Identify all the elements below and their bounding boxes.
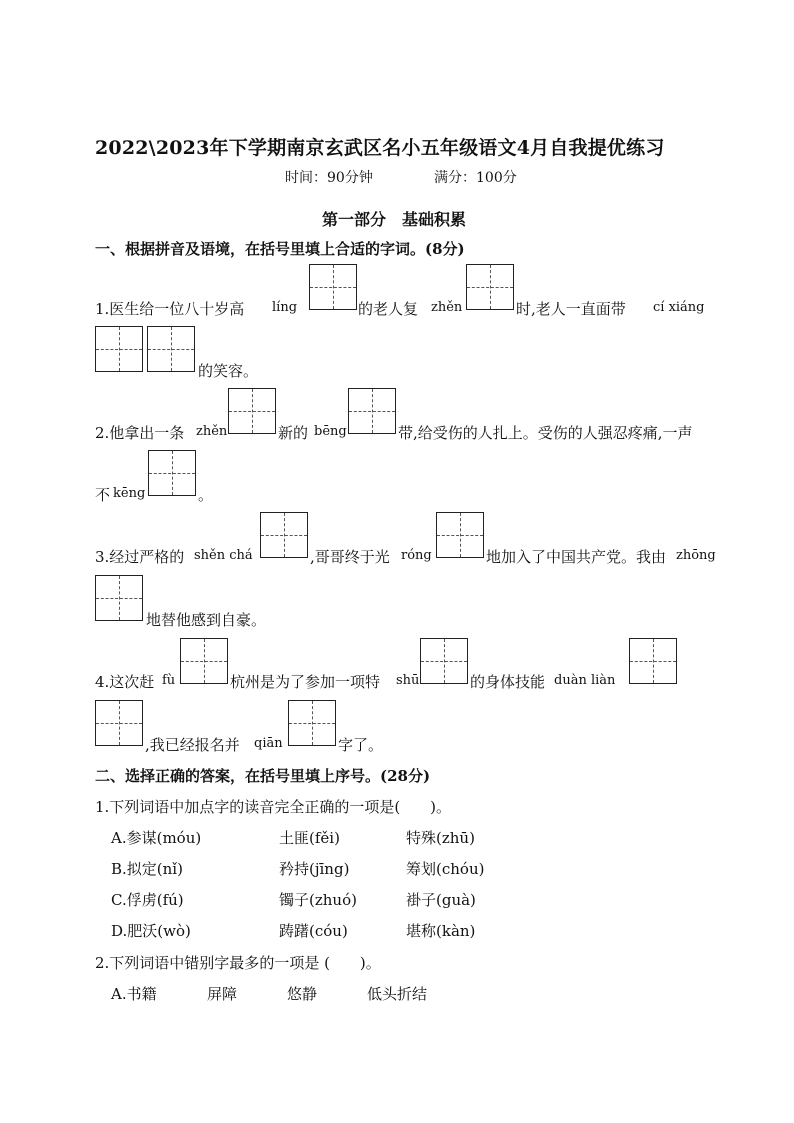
answer-box[interactable] (95, 575, 143, 621)
question-text: ,哥哥终于光 (310, 548, 390, 566)
answer-box[interactable] (466, 264, 514, 310)
section-heading: 一、根据拼音及语境，在括号里填上合适的字词。(8分) (95, 240, 465, 258)
option-word: 踌躇(cóu) (279, 922, 348, 940)
pinyin: líng (272, 300, 298, 315)
option-word: 悠静 (287, 985, 318, 1003)
answer-box[interactable] (95, 700, 143, 746)
pinyin: shū (396, 673, 420, 688)
pinyin: fù (162, 673, 176, 688)
question-text: 2.他拿出一条 (95, 424, 185, 442)
question-text: ,我已经报名并 (145, 736, 240, 754)
question-text: 带,给受伤的人扎上。受伤的人强忍疼痛,一声 (398, 424, 693, 442)
question-text: 新的 (278, 424, 309, 442)
question-stem: 1.下列词语中加点字的读音完全正确的一项是( )。 (95, 798, 452, 816)
answer-box[interactable] (147, 326, 195, 372)
page-title: 2022\2023年下学期南京玄武区名小五年级语文4月自我提优练习 (95, 137, 665, 159)
question-text: 地加入了中国共产党。我由 (486, 548, 667, 566)
answer-box[interactable] (309, 264, 357, 310)
pinyin: cí xiáng (653, 300, 705, 315)
option-word: 镯子(zhuó) (279, 891, 357, 909)
question-text: 地替他感到自豪。 (146, 611, 267, 629)
pinyin: zhěn (196, 424, 228, 439)
option-word: 土匪(fěi) (279, 829, 340, 847)
question-text: 。 (198, 486, 214, 504)
question-text: 的身体技能 (470, 673, 546, 691)
answer-box[interactable] (260, 512, 308, 558)
answer-box[interactable] (420, 638, 468, 684)
answer-box[interactable] (436, 512, 484, 558)
question-text: 不 (95, 486, 111, 504)
option-c[interactable]: C.俘虏(fú) (111, 891, 184, 909)
answer-box[interactable] (180, 638, 228, 684)
answer-box[interactable] (629, 638, 677, 684)
question-text: 时,老人一直面带 (516, 300, 626, 318)
part-heading: 第一部分 基础积累 (322, 210, 467, 229)
pinyin: kēng (113, 486, 146, 501)
question-text: 的笑容。 (198, 362, 259, 380)
question-text: 4.这次赶 (95, 673, 155, 691)
section-heading: 二、选择正确的答案，在括号里填上序号。(28分) (95, 767, 431, 785)
option-word: 褂子(guà) (406, 891, 476, 909)
answer-box[interactable] (228, 388, 276, 434)
option-word: 筹划(chóu) (406, 860, 485, 878)
option-a[interactable]: A.书籍 (111, 985, 157, 1003)
question-text: 3.经过严格的 (95, 548, 185, 566)
question-stem: 2.下列词语中错别字最多的一项是 ( )。 (95, 954, 381, 972)
question-text: 的老人复 (358, 300, 419, 318)
option-word: 屏障 (207, 985, 238, 1003)
answer-box[interactable] (348, 388, 396, 434)
option-word: 矜持(jīng) (279, 860, 350, 878)
option-d[interactable]: D.肥沃(wò) (111, 922, 191, 940)
pinyin: shěn chá (194, 548, 253, 563)
option-word: 堪称(kàn) (406, 922, 476, 940)
pinyin: zhěn (431, 300, 463, 315)
answer-box[interactable] (148, 450, 196, 496)
option-b[interactable]: B.拟定(nǐ) (111, 860, 183, 878)
option-a[interactable]: A.参谋(móu) (111, 829, 202, 847)
pinyin: róng (401, 548, 432, 563)
option-word: 低头折结 (367, 985, 428, 1003)
answer-box[interactable] (288, 700, 336, 746)
pinyin: qiān (254, 736, 283, 751)
pinyin: duàn liàn (554, 673, 616, 688)
question-text: 1.医生给一位八十岁高 (95, 300, 245, 318)
answer-box[interactable] (95, 326, 143, 372)
pinyin: zhōng (676, 548, 716, 563)
full-score: 满分：100分 (434, 170, 517, 186)
question-text: 字了。 (338, 736, 384, 754)
pinyin: bēng (314, 424, 347, 439)
time-limit: 时间：90分钟 (285, 170, 373, 186)
option-word: 特殊(zhū) (406, 829, 475, 847)
question-text: 杭州是为了参加一项特 (230, 673, 381, 691)
